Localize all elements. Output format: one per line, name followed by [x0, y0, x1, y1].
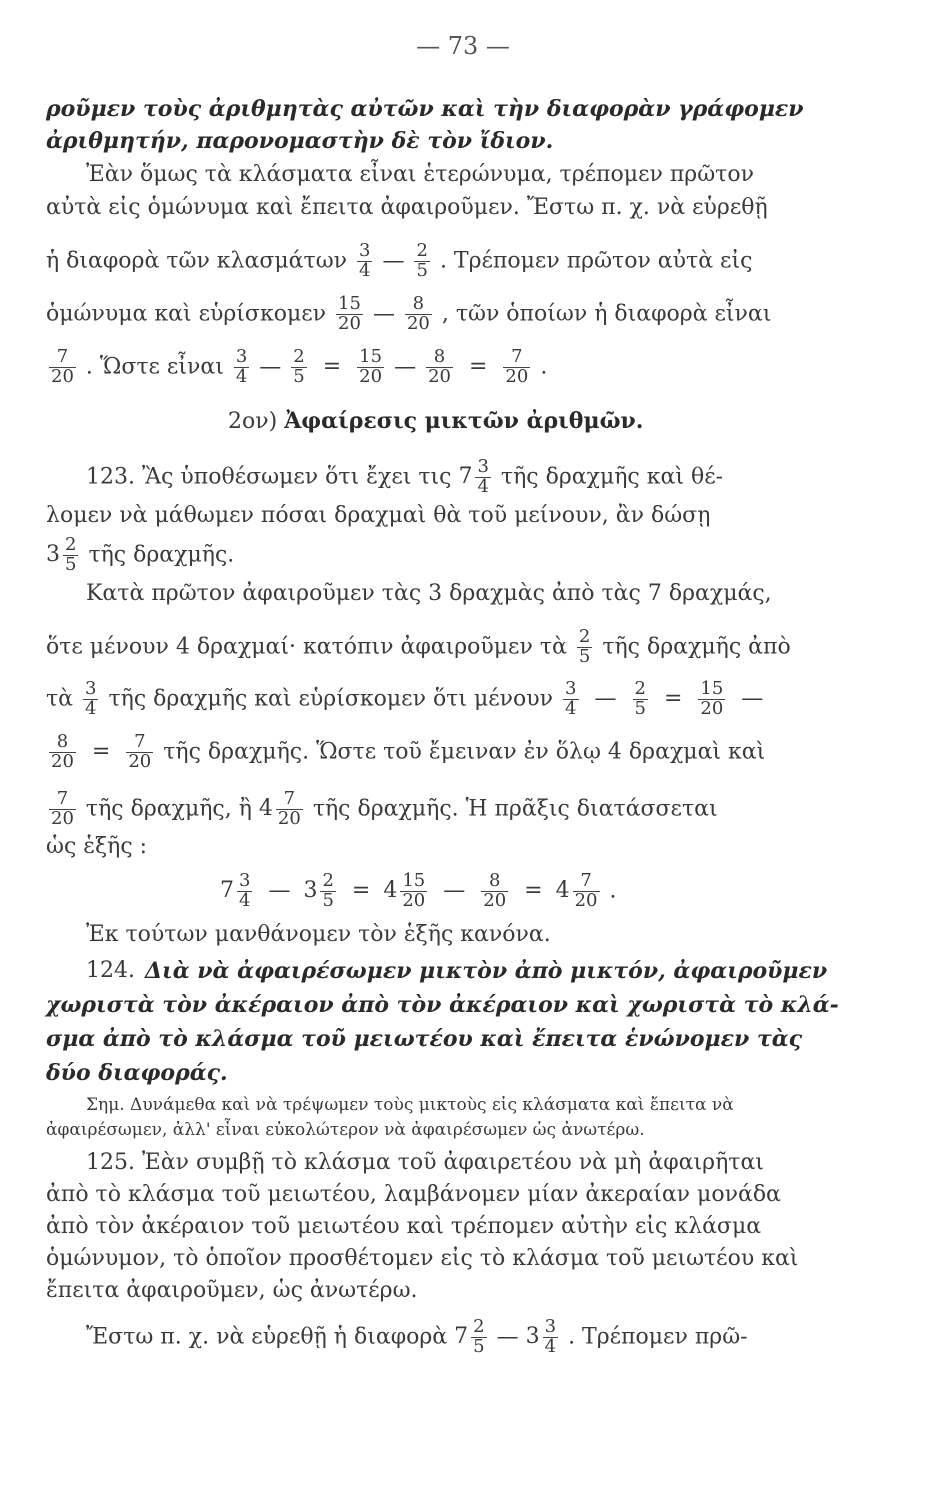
line-text: τῆς δραχμῆς. Ἡ πρᾶξις διατάσσεται — [312, 796, 718, 822]
minus-sign: — — [741, 686, 764, 712]
mixed-number — [454, 1316, 489, 1357]
text-line — [46, 1184, 816, 1206]
fraction — [291, 348, 306, 387]
minus-sign: — — [372, 301, 395, 327]
fraction — [573, 872, 600, 911]
line-text: ἔπειτα ἀφαιροῦμεν, ὡς ἀνωτέρω. — [46, 1278, 418, 1303]
numerator: 7 — [503, 348, 530, 368]
fraction — [49, 733, 76, 772]
denominator: 4 — [85, 697, 97, 719]
whole-part: 3 — [525, 1324, 540, 1350]
denominator: 4 — [235, 365, 248, 387]
paragraph-number: 124. — [86, 958, 135, 983]
line-text: ὁμώνυμα καὶ εὑρίσκομεν — [46, 301, 327, 327]
mixed-number — [258, 788, 306, 829]
text-line — [46, 98, 816, 120]
minus-sign: — — [394, 354, 417, 380]
line-text: Ἐὰν ὅμως τὰ κλάσματα εἶναι ἑτερώνυμα, τρέπομεν πρῶτον — [86, 162, 754, 187]
numerator: 3 — [477, 456, 489, 477]
equals-sign: = — [468, 354, 488, 380]
whole-part: 4 — [555, 878, 570, 904]
text-line-with-math — [46, 628, 816, 667]
fraction — [400, 872, 427, 911]
text-line — [46, 1028, 816, 1050]
line-text: . Τρέπομεν πρῶτον αὐτὰ εἰς — [439, 248, 753, 274]
numerator: 7 — [573, 872, 600, 892]
fraction — [234, 348, 249, 387]
whole-part: 4 — [258, 796, 273, 822]
fraction — [481, 872, 508, 911]
numerator: 8 — [481, 872, 508, 892]
denominator: 5 — [65, 553, 77, 575]
denominator: 4 — [359, 259, 371, 281]
denominator: 20 — [359, 365, 383, 387]
note-text: ἀφαιρέσωμεν, ἀλλ' εἶναι εὐκολώτερον νὰ ἀφαιρέσωμεν ὡς ἀνωτέρω. — [46, 1120, 645, 1140]
numerator: 15 — [402, 870, 426, 891]
whole-part: 3 — [303, 878, 318, 904]
minus-sign: — — [268, 878, 291, 904]
equals-sign: = — [351, 878, 371, 904]
denominator: 20 — [428, 365, 451, 387]
denominator: 20 — [128, 750, 152, 772]
text-line — [46, 1062, 816, 1084]
line-text: τῆς δραχμῆς, ἢ — [85, 796, 252, 822]
line-text: χωριστὰ τὸν ἀκέραιον ἀπὸ τὸν ἀκέραιον καὶ χωριστὰ τὸ κλά- — [46, 992, 839, 1018]
line-text: ροῦμεν τοὺς ἀριθμητὰς αὐτῶν καὶ τὴν διαφορὰν γράφομεν — [46, 96, 804, 122]
text-line — [46, 1280, 816, 1302]
text-line-with-math — [46, 733, 816, 772]
equals-sign: = — [322, 354, 342, 380]
display-equation — [220, 872, 740, 911]
denominator: 20 — [51, 365, 74, 387]
minus-sign: — — [259, 354, 282, 380]
period: . — [540, 354, 548, 380]
numerator: 15 — [338, 293, 361, 314]
line-text: Ἂς ὑποθέσωμεν ὅτι ἔχει τις — [141, 464, 452, 490]
numerator: 2 — [65, 534, 77, 555]
paragraph-number: 125. — [86, 1150, 135, 1175]
numerator: 15 — [700, 678, 724, 699]
mixed-number — [303, 870, 338, 911]
fraction — [357, 242, 372, 281]
line-text: αὐτὰ εἰς ὁμώνυμα καὶ ἔπειτα ἀφαιροῦμεν. Ἔστω π. χ. νὰ εὑρεθῇ — [46, 195, 768, 220]
text-line-with-math — [86, 1318, 816, 1357]
line-text: σμα ἀπὸ τὸ κλάσμα τοῦ μειωτέου καὶ ἔπειτα ἑνώνομεν τὰς — [46, 1026, 803, 1052]
mixed-number — [383, 870, 430, 911]
denominator: 20 — [402, 889, 426, 911]
numerator: 7 — [276, 790, 303, 810]
numerator: 2 — [634, 678, 646, 699]
numerator: 2 — [578, 626, 591, 647]
fraction — [698, 680, 725, 719]
numerator: 2 — [322, 870, 334, 891]
numerator: 3 — [359, 240, 371, 261]
fraction — [426, 348, 453, 387]
fraction — [63, 536, 78, 575]
period: . — [609, 878, 617, 904]
line-text: , τῶν ὁποίων ἡ διαφορὰ εἶναι — [441, 301, 772, 327]
denominator: 5 — [322, 889, 334, 911]
note-text: Σημ. Δυνάμεθα καὶ νὰ τρέψωμεν τοὺς μικτοὺς εἰς κλάσματα καὶ ἔπειτα νὰ — [86, 1095, 734, 1115]
denominator: 5 — [578, 645, 591, 667]
denominator: 20 — [700, 697, 724, 719]
equals-sign: = — [663, 686, 683, 712]
text-line — [86, 1152, 816, 1174]
text-line — [86, 164, 816, 186]
denominator: 20 — [574, 889, 598, 911]
whole-part: 3 — [46, 542, 60, 568]
line-text: Κατὰ πρῶτον ἀφαιροῦμεν τὰς 3 δραχμὰς ἀπὸ τὰς 7 δραχμάς, — [86, 581, 772, 606]
mixed-number — [220, 870, 255, 911]
fraction — [577, 628, 592, 667]
line-text: λομεν νὰ μάθωμεν πόσαι δραχμαὶ θὰ τοῦ μείνουν, ἂν δώσῃ — [46, 503, 711, 528]
minus-sign: — — [382, 248, 405, 274]
denominator: 4 — [477, 475, 489, 497]
fraction — [83, 680, 98, 719]
fraction — [471, 1318, 486, 1357]
minus-sign: — — [496, 1324, 519, 1350]
page-number: — 73 — — [416, 32, 510, 60]
numerator: 3 — [235, 346, 248, 367]
numerator: 3 — [85, 678, 97, 699]
text-line-with-math — [46, 536, 816, 575]
line-text: δύο διαφοράς. — [46, 1060, 228, 1086]
text-line-with-math — [46, 680, 816, 719]
mixed-number — [525, 1316, 561, 1357]
text-line-with-math — [46, 242, 816, 281]
note-line — [46, 1122, 816, 1139]
denominator: 4 — [239, 889, 251, 911]
text-line-with-math — [46, 348, 816, 387]
numerator: 7 — [126, 733, 153, 753]
text-line-with-math — [46, 295, 816, 334]
fraction — [543, 1318, 558, 1357]
text-line — [46, 1216, 816, 1238]
line-text: ὡς ἑξῆς : — [46, 834, 148, 859]
line-text: Ἐὰν συμβῇ τὸ κλάσμα τοῦ ἀφαιρετέου νὰ μὴ ἀφαιρῆται — [141, 1150, 764, 1175]
text-line — [46, 130, 816, 152]
numerator: 8 — [426, 348, 453, 368]
heading-title: Ἀφαίρεσις μικτῶν ἀριθμῶν. — [284, 408, 644, 434]
numerator: 2 — [293, 346, 305, 367]
text-line — [46, 1248, 816, 1270]
denominator: 4 — [565, 697, 577, 719]
mixed-number — [555, 870, 603, 911]
line-text: τῆς δραχμῆς. Ὥστε τοῦ ἔμειναν ἐν ὅλῳ 4 δραχμαὶ καὶ — [163, 739, 766, 765]
numerator: 8 — [405, 295, 432, 315]
denominator: 20 — [505, 365, 529, 387]
whole-part: 4 — [383, 878, 398, 904]
denominator: 20 — [406, 312, 430, 334]
numerator: 3 — [239, 870, 251, 891]
denominator: 20 — [483, 889, 507, 911]
fraction — [357, 348, 384, 387]
numerator: 7 — [49, 790, 76, 810]
whole-part: 7 — [458, 464, 473, 490]
numerator: 15 — [359, 346, 383, 367]
equals-sign: = — [524, 878, 543, 904]
denominator: 5 — [634, 697, 646, 719]
line-text: ἀπὸ τὸν ἀκέραιον τοῦ μειωτέου καὶ τρέπομεν αὐτὴν εἰς κλάσμα — [46, 1214, 762, 1239]
fraction — [276, 790, 303, 829]
fraction — [563, 680, 578, 719]
fraction — [336, 295, 363, 334]
line-text: τῆς δραχμῆς καὶ εὑρίσκομεν ὅτι μένουν — [108, 686, 554, 712]
equals-sign: = — [91, 739, 111, 765]
line-text: τὰ — [46, 686, 74, 712]
fraction — [414, 242, 429, 281]
numerator: 2 — [416, 240, 428, 261]
line-text: Ἔστω π. χ. νὰ εὑρεθῇ ἡ διαφορὰ — [86, 1324, 448, 1350]
numerator: 3 — [544, 1316, 557, 1337]
fraction — [475, 458, 490, 497]
denominator: 20 — [51, 750, 74, 772]
denominator: 4 — [544, 1335, 557, 1357]
fraction — [405, 295, 432, 334]
fraction — [237, 872, 252, 911]
line-text: ὅτε μένουν 4 δραχμαί· κατόπιν ἀφαιροῦμεν τὰ — [46, 634, 567, 660]
line-text: . Τρέπομεν πρῶ- — [568, 1324, 748, 1350]
text-line — [86, 924, 816, 946]
mixed-number — [458, 456, 493, 497]
numerator: 8 — [49, 733, 76, 753]
numerator: 7 — [49, 348, 76, 368]
denominator: 20 — [51, 807, 74, 829]
minus-sign: — — [443, 878, 466, 904]
fraction — [503, 348, 530, 387]
line-text: ὁμώνυμον, τὸ ὁποῖον προσθέτομεν εἰς τὸ κλάσμα τοῦ μειωτέου καὶ — [46, 1246, 799, 1271]
line-text: ἡ διαφορὰ τῶν κλασμάτων — [46, 248, 348, 274]
text-line — [46, 836, 816, 858]
numerator: 3 — [565, 678, 577, 699]
denominator: 20 — [338, 312, 361, 334]
line-text: Διὰ νὰ ἀφαιρέσωμεν μικτὸν ἀπὸ μικτόν, ἀφαιροῦμεν — [144, 958, 828, 984]
line-text: . Ὥστε εἶναι — [85, 354, 224, 380]
text-line — [46, 992, 839, 1018]
text-line — [46, 197, 816, 219]
heading-prefix: 2ον) — [228, 409, 278, 434]
fraction — [49, 348, 76, 387]
denominator: 5 — [293, 365, 305, 387]
fraction — [49, 790, 76, 829]
text-line-with-math — [46, 790, 816, 829]
line-text: ἀπὸ τὸ κλάσμα τοῦ μειωτέου, λαμβάνομεν μίαν ἀκεραίαν μονάδα — [46, 1182, 781, 1207]
line-text: τῆς δραχμῆς. — [88, 542, 235, 568]
whole-part: 7 — [220, 878, 234, 904]
numerator: 2 — [473, 1316, 485, 1337]
minus-sign: — — [594, 686, 617, 712]
section-heading — [228, 410, 728, 433]
line-text: τῆς δραχμῆς ἀπὸ — [602, 634, 791, 660]
text-line — [86, 583, 816, 605]
fraction — [320, 872, 335, 911]
mixed-number — [46, 534, 81, 575]
text-line-with-math — [86, 458, 816, 497]
denominator: 5 — [473, 1335, 485, 1357]
note-line — [86, 1097, 816, 1114]
text-line — [86, 958, 828, 984]
denominator: 5 — [416, 259, 428, 281]
text-line — [46, 505, 816, 527]
fraction — [126, 733, 153, 772]
line-text: τῆς δραχμῆς καὶ θέ- — [500, 464, 724, 490]
line-text: ἀριθμητήν, παρονομαστὴν δὲ τὸν ἴδιον. — [46, 128, 554, 154]
line-text: Ἐκ τούτων μανθάνομεν τὸν ἑξῆς κανόνα. — [86, 922, 551, 947]
paragraph-number: 123. — [86, 464, 135, 490]
fraction — [633, 680, 648, 719]
whole-part: 7 — [454, 1324, 469, 1350]
denominator: 20 — [277, 807, 301, 829]
